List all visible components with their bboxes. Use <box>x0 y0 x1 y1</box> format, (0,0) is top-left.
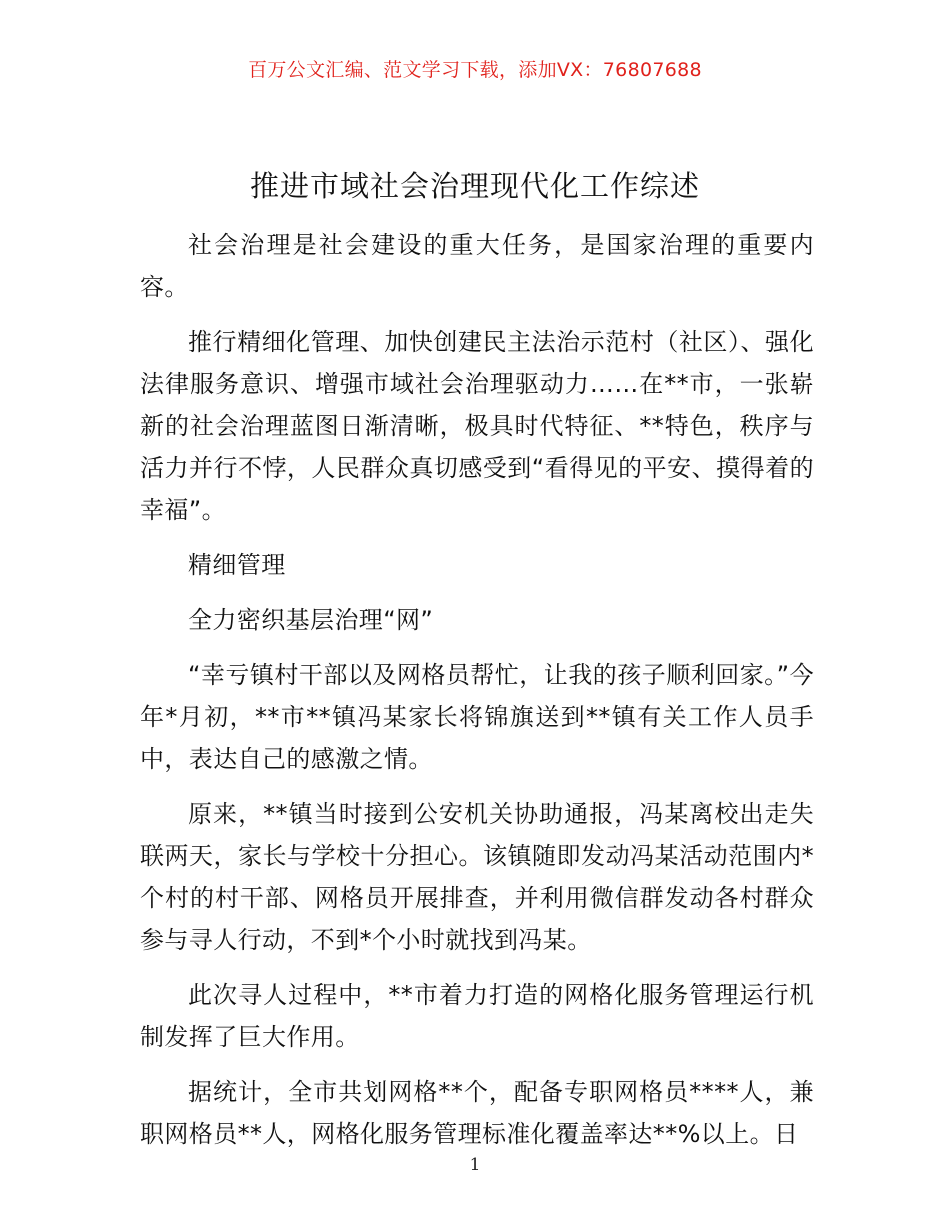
paragraph-statistics: 据统计，全市共划网格**个，配备专职网格员****人，兼职网格员**人，网格化服务管理标准化覆盖率达**%以上。日 <box>140 1078 814 1148</box>
page-number: 1 <box>469 1155 481 1175</box>
document-body <box>140 224 814 1168</box>
promo-header-note: 百万公文汇编、范文学习下载，添加VX：76807688 <box>248 59 702 81</box>
paragraph-story: 原来，**镇当时接到公安机关协助通报，冯某离校出走失联两天，家长与学校十分担心。该镇随即发动冯某活动范围内*个村的村干部、网格员开展排查，并利用微信群发动各村群众参与寻人行动，不到*个小时就找到冯某。 <box>140 800 814 954</box>
section-subheading-grid: 全力密织基层治理“网” <box>188 606 434 634</box>
section-heading-refined-management: 精细管理 <box>188 551 286 579</box>
paragraph-mechanism: 此次寻人过程中，**市着力打造的网格化服务管理运行机制发挥了巨大作用。 <box>140 981 814 1051</box>
paragraph-overview: 推行精细化管理、加快创建民主法治示范村（社区）、强化法律服务意识、增强市域社会治理驱动力……在**市，一张崭新的社会治理蓝图日渐清晰，极具时代特征、**特色，秩序与活力并行不悖，人民群众真切感受到“看得见的平安、摸得着的幸福”。 <box>140 328 814 524</box>
paragraph-quote: “幸亏镇村干部以及网格员帮忙，让我的孩子顺利回家。”今年*月初，**市**镇冯某家长将锦旗送到**镇有关工作人员手中，表达自己的感激之情。 <box>140 661 814 773</box>
document-title: 推进市域社会治理现代化工作综述 <box>249 169 700 203</box>
paragraph-intro: 社会治理是社会建设的重大任务，是国家治理的重要内容。 <box>140 231 814 301</box>
